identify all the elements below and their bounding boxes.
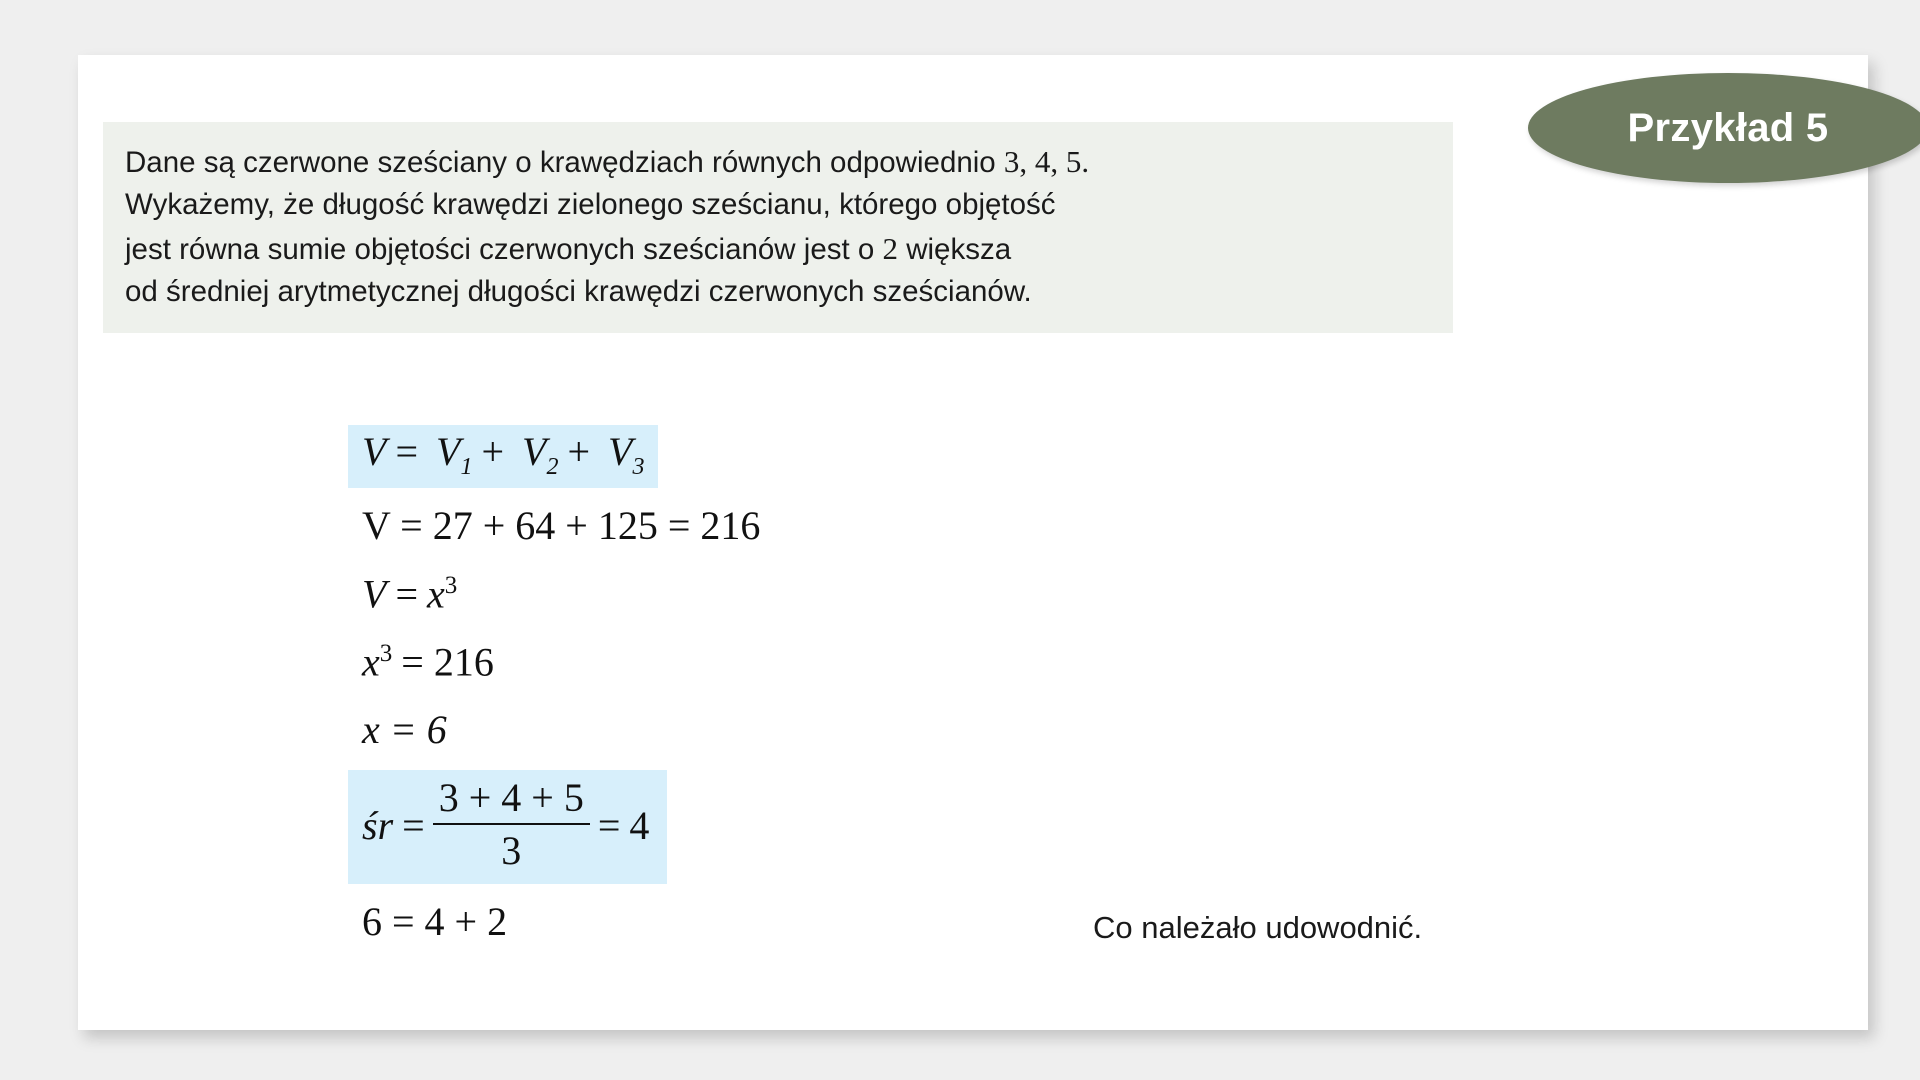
- equation-volume-sum-t2-sub: 2: [546, 454, 559, 480]
- equation-volume-cube-eq: =: [395, 571, 418, 617]
- equation-volume-sum-t1-sub: 1: [460, 454, 473, 480]
- statement-line-1-numbers: 3, 4, 5.: [1003, 144, 1090, 179]
- equation-volume-sum-plus2: +: [567, 429, 590, 474]
- equation-volume-sum-t1: V: [436, 429, 461, 474]
- equation-mean-result: 4: [629, 803, 650, 849]
- equation-mean-eq: =: [402, 803, 425, 849]
- equation-x-cubed: [348, 634, 508, 691]
- statement-line-1-text: Dane są czerwone sześciany o krawędziach równych odpowiednio: [125, 146, 1004, 179]
- equation-mean-denominator: 3: [501, 827, 522, 873]
- example-badge-label: Przykład 5: [1627, 105, 1829, 150]
- equation-volume-cube: [348, 566, 471, 623]
- statement-line-3-text-b: większa: [898, 232, 1012, 266]
- statement-line-1: [125, 140, 1431, 184]
- equation-volume-sum-eq: =: [395, 429, 418, 474]
- statement-line-3-text-a: jest równa sumie objętości czerwonych sześcianów jest o: [125, 232, 883, 266]
- equation-volume-sum-t3: V: [608, 429, 633, 474]
- equation-conclusion: 6 = 4 + 2: [362, 898, 508, 944]
- example-badge: [1528, 73, 1920, 183]
- solution-math-block: [348, 425, 774, 962]
- equation-mean-eq2: =: [597, 803, 621, 849]
- equation-x-value: x = 6: [362, 706, 447, 752]
- equation-volume-cube-base: x: [427, 571, 445, 617]
- equation-volume-sum-lhs: V: [362, 429, 387, 474]
- equation-mean: [348, 770, 667, 884]
- equation-volume-cube-lhs: V: [362, 571, 387, 617]
- equation-volume-sum-t2: V: [522, 429, 547, 474]
- equation-volume-sum-t3-sub: 3: [632, 454, 645, 480]
- equation-volume-sum: [348, 425, 658, 488]
- qed-text: Co należało udowodnić.: [1093, 910, 1423, 945]
- statement-line-2: Wykażemy, że długość krawędzi zielonego sześcianu, którego objętość: [125, 188, 1056, 222]
- problem-statement-box: [103, 122, 1453, 333]
- equation-x-cubed-exp: 3: [379, 640, 393, 668]
- equation-volume-sum-plus1: +: [481, 429, 504, 474]
- statement-line-4: od średniej arytmetycznej długości krawędzi czerwonych sześcianów.: [125, 274, 1032, 308]
- equation-x-cubed-rest: = 216: [401, 639, 494, 685]
- slide-canvas: [78, 55, 1868, 1030]
- statement-line-3-number: 2: [882, 230, 898, 266]
- equation-mean-lead: śr: [362, 803, 394, 849]
- equation-mean-numerator: 3 + 4 + 5: [433, 774, 590, 825]
- equation-volume-values: V = 27 + 64 + 125 = 216: [362, 503, 761, 548]
- statement-line-3: [125, 227, 1431, 271]
- equation-x-cubed-base: x: [362, 639, 380, 685]
- equation-mean-fraction: [433, 774, 590, 874]
- equation-volume-cube-exp: 3: [444, 572, 458, 599]
